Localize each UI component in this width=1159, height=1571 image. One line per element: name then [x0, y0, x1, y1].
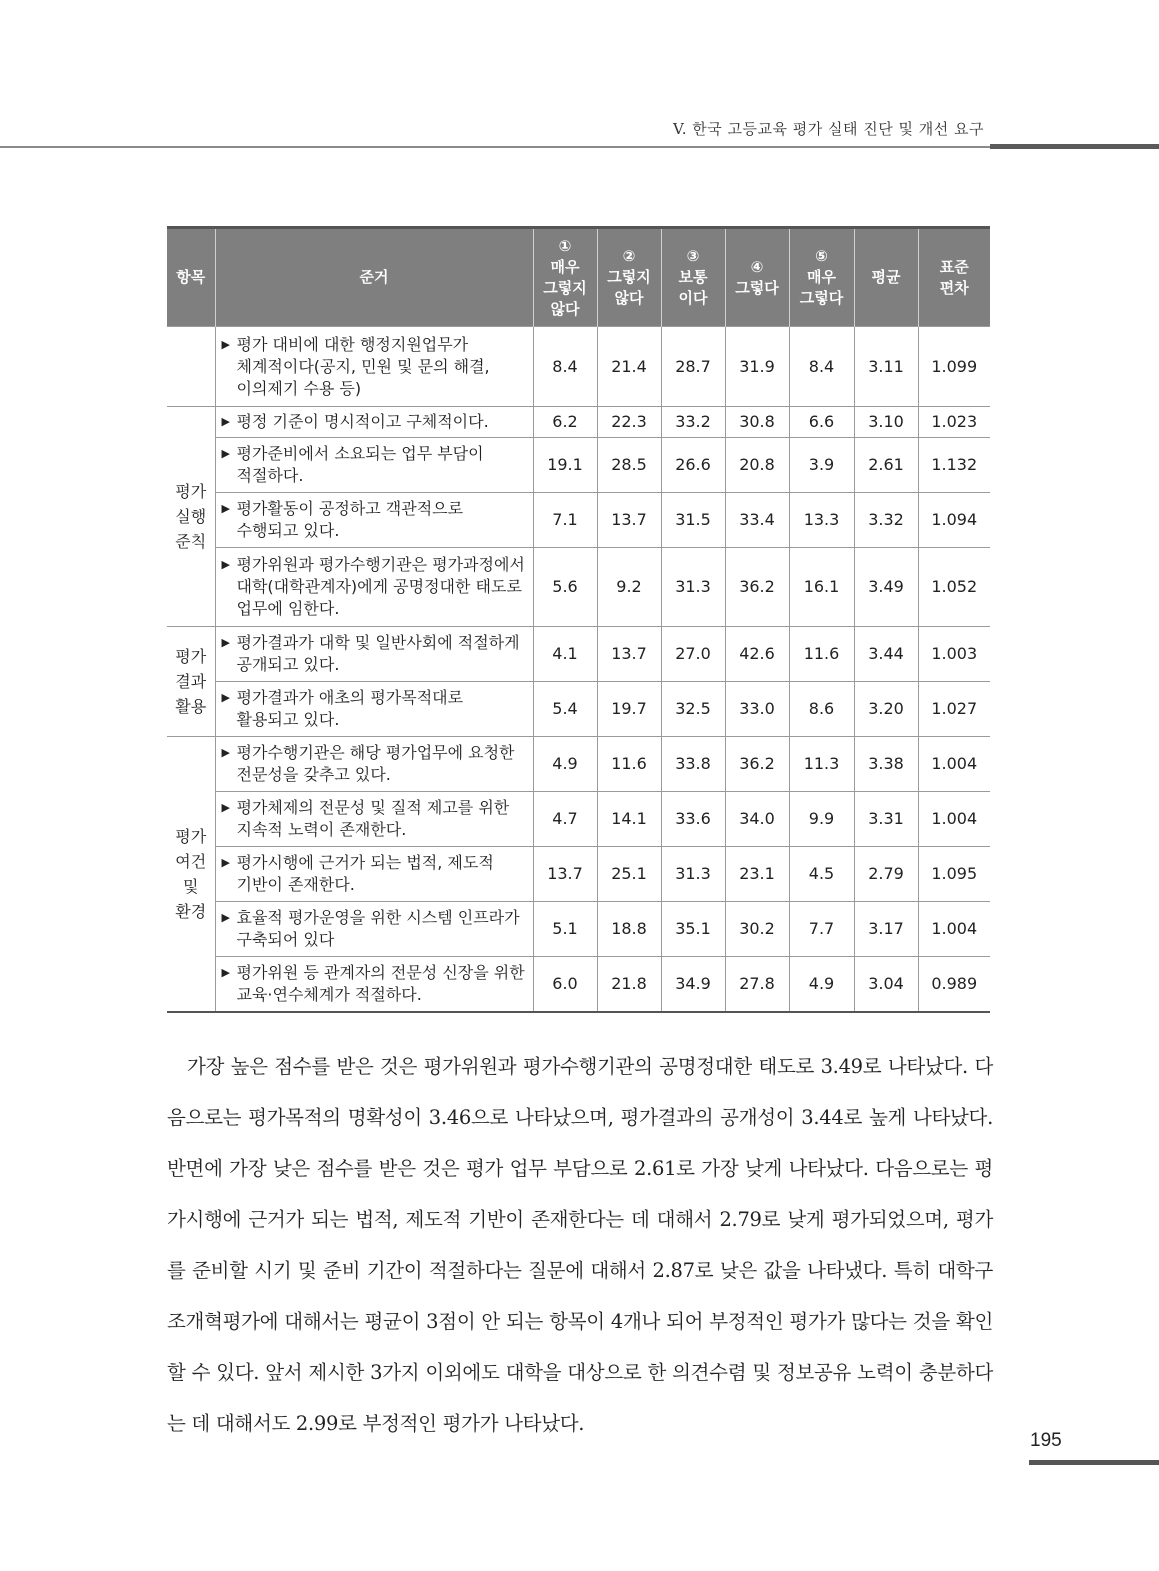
header-neutral: ③ 보통 이다	[661, 228, 725, 327]
table-row	[167, 493, 990, 548]
pct-agree: 42.6	[725, 627, 789, 682]
pct-agree: 30.2	[725, 902, 789, 957]
pct-neutral: 33.8	[661, 737, 725, 792]
pct-strongly-agree: 8.4	[789, 327, 854, 407]
pct-disagree: 19.7	[597, 682, 661, 737]
pct-agree: 20.8	[725, 438, 789, 493]
pct-strongly-disagree: 19.1	[533, 438, 597, 493]
table-row	[167, 438, 990, 493]
bullet-icon: ▶	[221, 911, 230, 924]
mean-value: 3.04	[854, 957, 918, 1012]
pct-strongly-disagree: 8.4	[533, 327, 597, 407]
pct-disagree: 14.1	[597, 792, 661, 847]
pct-neutral: 26.6	[661, 438, 725, 493]
group-label-cell	[167, 627, 215, 737]
criterion-text: 평가준비에서 소요되는 업무 부담이 적절하다.	[236, 444, 484, 485]
pct-agree: 33.4	[725, 493, 789, 548]
pct-agree: 33.0	[725, 682, 789, 737]
pct-strongly-disagree: 4.1	[533, 627, 597, 682]
pct-agree: 30.8	[725, 407, 789, 438]
bullet-icon: ▶	[221, 856, 230, 869]
table-row	[167, 627, 990, 682]
pct-neutral: 33.6	[661, 792, 725, 847]
criterion-text: 평정 기준이 명시적이고 구체적이다.	[236, 412, 489, 431]
pct-neutral: 35.1	[661, 902, 725, 957]
pct-strongly-agree: 11.3	[789, 737, 854, 792]
pct-agree: 23.1	[725, 847, 789, 902]
pct-disagree: 28.5	[597, 438, 661, 493]
criterion-text: 효율적 평가운영을 위한 시스템 인프라가 구축되어 있다	[236, 908, 520, 949]
sd-value: 1.132	[918, 438, 990, 493]
criterion-text: 평가체제의 전문성 및 질적 제고를 위한 지속적 노력이 존재한다.	[236, 798, 510, 839]
header-sd: 표준 편차	[918, 228, 990, 327]
sd-value: 1.004	[918, 792, 990, 847]
mean-value: 3.11	[854, 327, 918, 407]
pct-disagree: 25.1	[597, 847, 661, 902]
bullet-icon: ▶	[221, 337, 230, 351]
pct-strongly-agree: 4.5	[789, 847, 854, 902]
bullet-icon: ▶	[221, 965, 230, 979]
sd-value: 1.023	[918, 407, 990, 438]
mean-value: 2.61	[854, 438, 918, 493]
sd-value: 1.004	[918, 902, 990, 957]
pct-neutral: 33.2	[661, 407, 725, 438]
mean-value: 3.10	[854, 407, 918, 438]
criterion-text: 평가위원 등 관계자의 전문성 신장을 위한 교육·연수체계가 적절하다.	[236, 962, 525, 1004]
pct-disagree: 9.2	[597, 548, 661, 627]
page-number: 195	[1030, 1430, 1062, 1451]
header-item: 항목	[167, 228, 215, 327]
criterion-cell	[215, 407, 533, 438]
criterion-text: 평가결과가 애초의 평가목적대로 활용되고 있다.	[236, 688, 464, 729]
pct-neutral: 31.3	[661, 847, 725, 902]
pct-neutral: 28.7	[661, 327, 725, 407]
pct-strongly-disagree: 5.6	[533, 548, 597, 627]
bullet-icon: ▶	[221, 746, 230, 759]
table-row	[167, 902, 990, 957]
header-mean: 평균	[854, 228, 918, 327]
group-label-cell	[167, 327, 215, 407]
bullet-icon: ▶	[221, 801, 230, 814]
header-agree: ④ 그렇다	[725, 228, 789, 327]
pct-strongly-disagree: 4.9	[533, 737, 597, 792]
mean-value: 3.38	[854, 737, 918, 792]
criterion-text: 평가 대비에 대한 행정지원업무가 체계적이다(공지, 민원 및 문의 해결, 이의제기 수용 등)	[236, 334, 490, 398]
mean-value: 3.20	[854, 682, 918, 737]
pct-neutral: 34.9	[661, 957, 725, 1012]
sd-value: 0.989	[918, 957, 990, 1012]
criterion-cell	[215, 438, 533, 493]
pct-strongly-disagree: 5.4	[533, 682, 597, 737]
pct-strongly-agree: 6.6	[789, 407, 854, 438]
table-row	[167, 957, 990, 1012]
criterion-text: 평가활동이 공정하고 객관적으로 수행되고 있다.	[236, 499, 464, 540]
survey-table	[167, 226, 990, 1013]
pct-strongly-agree: 8.6	[789, 682, 854, 737]
criterion-cell	[215, 902, 533, 957]
sd-value: 1.004	[918, 737, 990, 792]
header-rule	[0, 146, 990, 148]
group-label-cell	[167, 737, 215, 1012]
sd-value: 1.003	[918, 627, 990, 682]
mean-value: 3.17	[854, 902, 918, 957]
pct-disagree: 13.7	[597, 627, 661, 682]
running-head: V. 한국 고등교육 평가 실태 진단 및 개선 요구	[673, 120, 984, 138]
pct-agree: 31.9	[725, 327, 789, 407]
pct-strongly-disagree: 7.1	[533, 493, 597, 548]
mean-value: 3.49	[854, 548, 918, 627]
criterion-text: 평가위원과 평가수행기관은 평가과정에서 대학(대학관계자)에게 공명정대한 태도로 업무에 임한다.	[236, 555, 525, 618]
pct-agree: 36.2	[725, 737, 789, 792]
pct-agree: 27.8	[725, 957, 789, 1012]
bullet-icon: ▶	[221, 415, 230, 428]
mean-value: 3.44	[854, 627, 918, 682]
group-label: 평가 여건 및 환경	[175, 826, 207, 921]
table-row	[167, 407, 990, 438]
pct-strongly-disagree: 4.7	[533, 792, 597, 847]
bullet-icon: ▶	[221, 502, 230, 515]
mean-value: 3.32	[854, 493, 918, 548]
table-row	[167, 548, 990, 627]
criterion-cell	[215, 737, 533, 792]
criterion-cell	[215, 548, 533, 627]
criterion-cell	[215, 792, 533, 847]
pct-neutral: 32.5	[661, 682, 725, 737]
pct-strongly-disagree: 6.2	[533, 407, 597, 438]
criterion-text: 평가시행에 근거가 되는 법적, 제도적 기반이 존재한다.	[236, 853, 494, 894]
pct-strongly-disagree: 6.0	[533, 957, 597, 1012]
bullet-icon: ▶	[221, 558, 230, 571]
bullet-icon: ▶	[221, 636, 230, 649]
table-row	[167, 682, 990, 737]
pct-strongly-agree: 3.9	[789, 438, 854, 493]
pct-strongly-agree: 4.9	[789, 957, 854, 1012]
pct-neutral: 31.3	[661, 548, 725, 627]
pct-strongly-agree: 7.7	[789, 902, 854, 957]
pct-strongly-agree: 13.3	[789, 493, 854, 548]
page-number-rule	[1029, 1460, 1159, 1465]
sd-value: 1.052	[918, 548, 990, 627]
pct-disagree: 21.4	[597, 327, 661, 407]
mean-value: 2.79	[854, 847, 918, 902]
header-strongly-agree: ⑤ 매우 그렇다	[789, 228, 854, 327]
criterion-cell	[215, 327, 533, 407]
criterion-cell	[215, 957, 533, 1012]
pct-disagree: 18.8	[597, 902, 661, 957]
pct-disagree: 21.8	[597, 957, 661, 1012]
pct-strongly-disagree: 13.7	[533, 847, 597, 902]
pct-strongly-disagree: 5.1	[533, 902, 597, 957]
criterion-text: 평가수행기관은 해당 평가업무에 요청한 전문성을 갖추고 있다.	[236, 743, 515, 784]
table-row	[167, 737, 990, 792]
pct-disagree: 13.7	[597, 493, 661, 548]
criterion-cell	[215, 847, 533, 902]
pct-strongly-agree: 16.1	[789, 548, 854, 627]
pct-neutral: 31.5	[661, 493, 725, 548]
sd-value: 1.094	[918, 493, 990, 548]
header-strongly-disagree: ① 매우 그렇지 않다	[533, 228, 597, 327]
header-criterion: 준거	[215, 228, 533, 327]
pct-agree: 34.0	[725, 792, 789, 847]
criterion-cell	[215, 627, 533, 682]
pct-agree: 36.2	[725, 548, 789, 627]
pct-disagree: 22.3	[597, 407, 661, 438]
table-row	[167, 847, 990, 902]
group-label: 평가 결과 활용	[175, 647, 207, 716]
table-body	[167, 327, 990, 1012]
sd-value: 1.099	[918, 327, 990, 407]
table-row	[167, 792, 990, 847]
pct-strongly-agree: 11.6	[789, 627, 854, 682]
criterion-cell	[215, 682, 533, 737]
mean-value: 3.31	[854, 792, 918, 847]
group-label-cell	[167, 407, 215, 627]
group-label: 평가 실행 준칙	[175, 482, 207, 551]
pct-strongly-agree: 9.9	[789, 792, 854, 847]
header-disagree: ② 그렇지 않다	[597, 228, 661, 327]
pct-disagree: 11.6	[597, 737, 661, 792]
table-row	[167, 327, 990, 407]
header-rule-accent	[990, 144, 1159, 149]
sd-value: 1.095	[918, 847, 990, 902]
body-paragraph: 가장 높은 점수를 받은 것은 평가위원과 평가수행기관의 공명정대한 태도로 3.49로 나타났다. 다음으로는 평가목적의 명확성이 3.46으로 나타났으며, 평가결과의 공개성이 3.44로 높게 나타났다. 반면에 가장 낮은 점수를 받은 것은 평가 업무 부담으로 2.61로 가장 낮게 나타났다. 다음으로는 평가시행에 근거가 되는 법적, 제도적 기반이 존재한다는 데 대해서 2.79로 낮게 평가되었으며, 평가를 준비할 시기 및 준비 기간이 적절하다는 질문에 대해서 2.87로 낮은 값을 나타냈다. 특히 대학구조개혁평가에 대해서는 평균이 3점이 안 되는 항목이 4개나 되어 부정적인 평가가 많다는 것을 확인할 수 있다. 앞서 제시한 3가지 이외에도 대학을 대상으로 한 의견수렴 및 정보공유 노력이 충분하다는 데 대해서도 2.99로 부정적인 평가가 나타났다.	[167, 1055, 993, 1435]
pct-neutral: 27.0	[661, 627, 725, 682]
sd-value: 1.027	[918, 682, 990, 737]
criterion-text: 평가결과가 대학 및 일반사회에 적절하게 공개되고 있다.	[236, 633, 520, 674]
bullet-icon: ▶	[221, 447, 230, 460]
bullet-icon: ▶	[221, 691, 230, 704]
table-header-row	[167, 228, 990, 327]
criterion-cell	[215, 493, 533, 548]
